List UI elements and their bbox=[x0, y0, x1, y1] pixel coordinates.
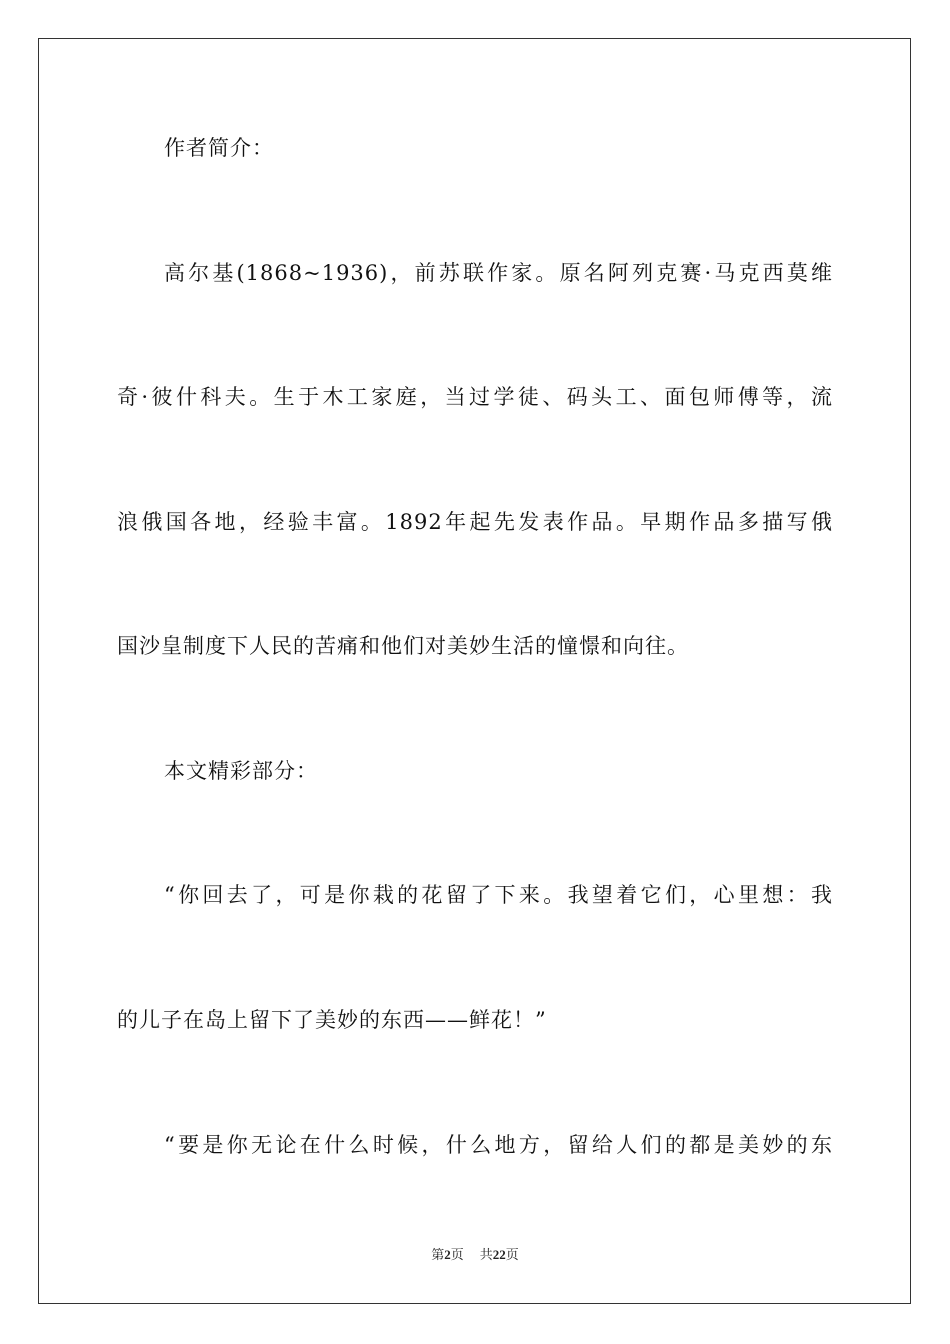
paragraph-line: 的儿子在岛上留下了美妙的东西——鲜花！” bbox=[117, 1008, 547, 1032]
footer-page-prefix: 第 bbox=[431, 1247, 445, 1262]
heading-highlights: 本文精彩部分： bbox=[164, 759, 318, 783]
page-footer bbox=[0, 1246, 950, 1264]
page-border bbox=[38, 38, 911, 1304]
footer-total-suffix: 页 bbox=[505, 1247, 519, 1262]
paragraph-line: 奇·彼什科夫。生于木工家庭，当过学徒、码头工、面包师傅等，流 bbox=[117, 385, 833, 409]
footer-page-total: 22 bbox=[492, 1247, 506, 1262]
paragraph-line: “要是你无论在什么时候，什么地方，留给人们的都是美妙的东 bbox=[164, 1133, 833, 1157]
paragraph-line: 浪俄国各地，经验丰富。1892年起先发表作品。早期作品多描写俄 bbox=[117, 510, 833, 534]
heading-author-intro: 作者简介： bbox=[164, 136, 274, 160]
paragraph-line: 国沙皇制度下人民的苦痛和他们对美妙生活的憧憬和向往。 bbox=[117, 634, 689, 658]
paragraph-line: “你回去了，可是你栽的花留了下来。我望着它们，心里想：我 bbox=[164, 883, 833, 907]
footer-total-prefix: 共 bbox=[479, 1247, 493, 1262]
footer-page-suffix: 页 bbox=[450, 1247, 464, 1262]
footer-page-current: 2 bbox=[444, 1247, 451, 1262]
paragraph-line: 高尔基(1868~1936)，前苏联作家。原名阿列克赛·马克西莫维 bbox=[164, 261, 833, 285]
